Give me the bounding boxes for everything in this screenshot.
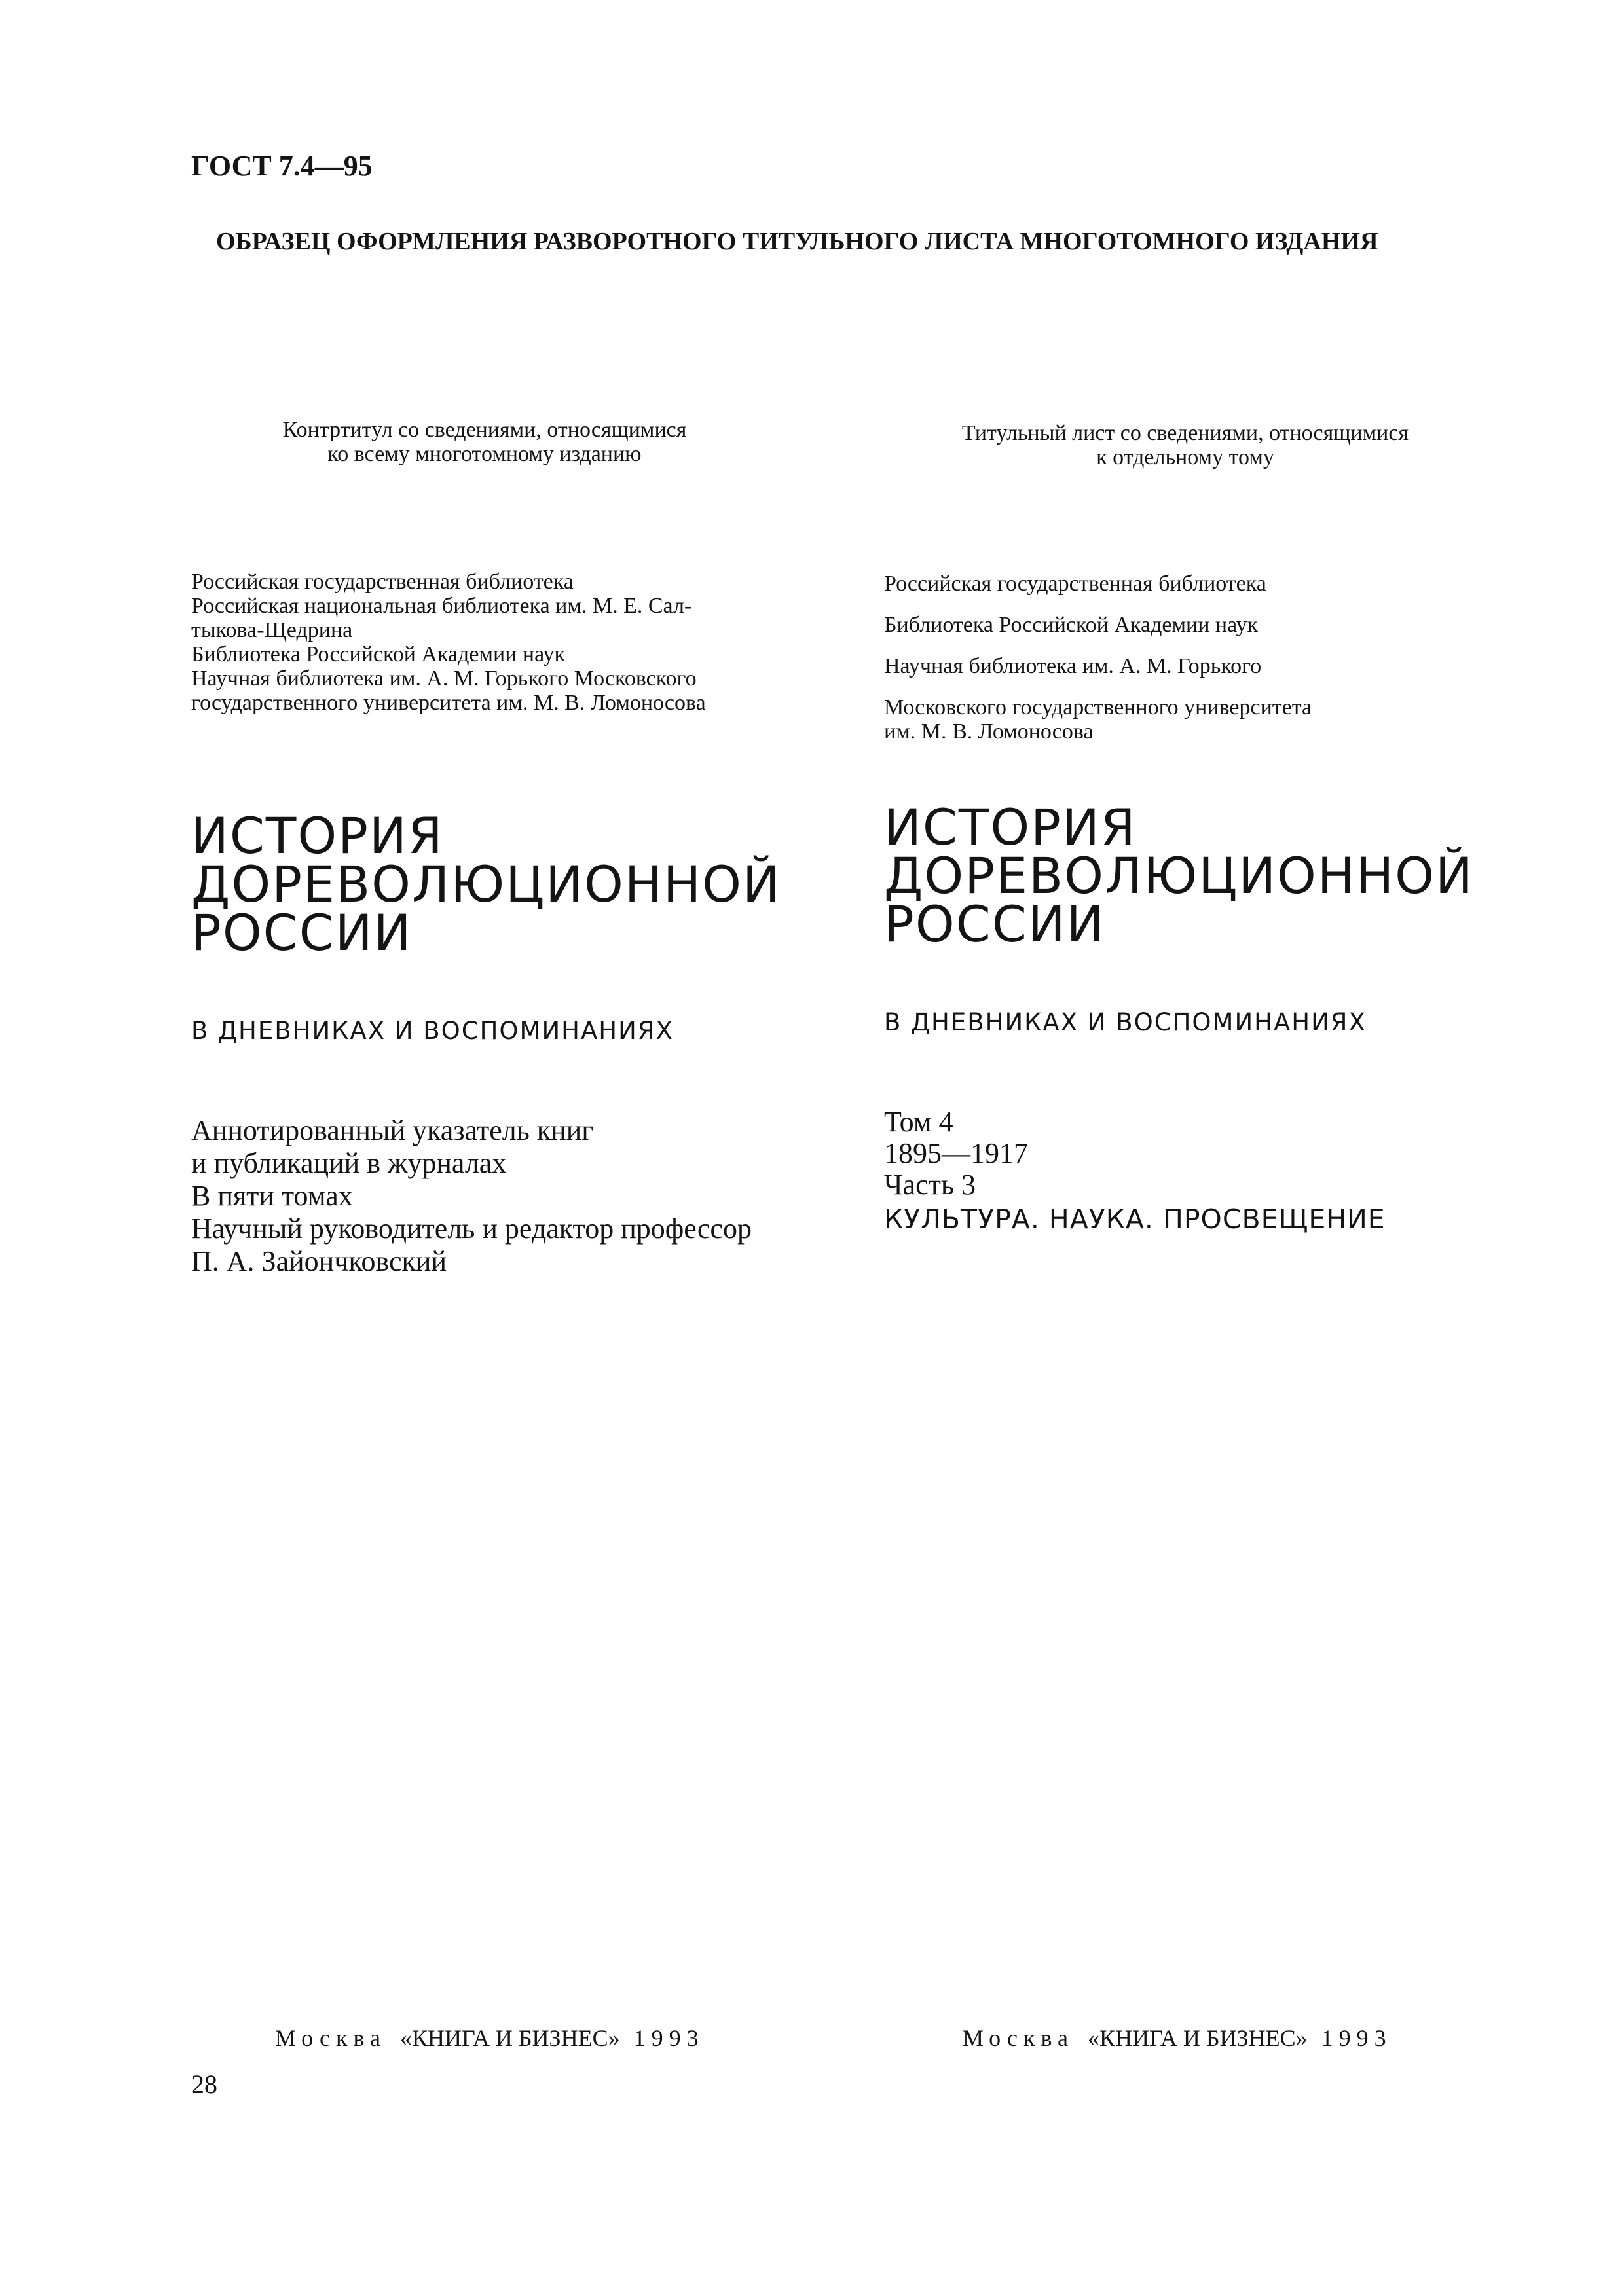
org-line: тыкова-Щедрина xyxy=(191,618,353,642)
info-line: и публикаций в журналах xyxy=(191,1147,507,1179)
left-book-title xyxy=(191,807,781,962)
standard-number: ГОСТ 7.4—95 xyxy=(191,150,373,182)
left-caption-line: ко всему многотомному изданию xyxy=(327,442,642,466)
right-caption-line: к отдельному тому xyxy=(1096,445,1274,469)
title-line: ДОРЕВОЛЮЦИОННОЙ xyxy=(884,847,1474,905)
page-heading: ОБРАЗЕЦ ОФОРМЛЕНИЯ РАЗВОРОТНОГО ТИТУЛЬНОГО ЛИСТА МНОГОТОМНОГО ИЗДАНИЯ xyxy=(216,228,1378,255)
org-line: государственного университета им. М. В. Ломоносова xyxy=(191,691,706,715)
imprint-year: 1993 xyxy=(633,2025,705,2051)
page-number: 28 xyxy=(191,2069,217,2099)
org-line: им. М. В. Ломоносова xyxy=(884,720,1094,744)
title-line: ДОРЕВОЛЮЦИОННОЙ xyxy=(191,855,781,913)
org-line: Библиотека Российской Академии наук xyxy=(191,642,566,666)
org-line: Научная библиотека им. А. М. Горького Московского xyxy=(191,666,697,691)
title-line: РОССИИ xyxy=(884,895,1105,953)
right-section-title: КУЛЬТУРА. НАУКА. ПРОСВЕЩЕНИЕ xyxy=(884,1203,1386,1235)
left-caption-line: Контртитул со сведениями, относящимися xyxy=(282,418,687,442)
left-caption xyxy=(236,418,733,466)
left-edition-info xyxy=(191,1114,752,1278)
right-caption-line: Титульный лист со сведениями, относящимися xyxy=(961,421,1409,445)
right-volume-info xyxy=(884,1106,1028,1201)
info-line: Аннотированный указатель книг xyxy=(191,1114,594,1146)
imprint-year: 1993 xyxy=(1321,2025,1392,2051)
left-organizations xyxy=(191,570,706,715)
org-line: Библиотека Российской Академии наук xyxy=(884,613,1259,637)
info-line: В пяти томах xyxy=(191,1180,353,1212)
right-caption xyxy=(917,421,1454,469)
org-line: Научная библиотека им. А. М. Горького xyxy=(884,654,1262,678)
org-line: Российская государственная библиотека xyxy=(191,570,574,594)
imprint-city: Москва xyxy=(275,2025,386,2051)
title-line: ИСТОРИЯ xyxy=(191,807,444,865)
imprint-city: Москва xyxy=(963,2025,1074,2051)
title-line: ИСТОРИЯ xyxy=(884,798,1137,856)
years-line: 1895—1917 xyxy=(884,1137,1028,1169)
right-book-title xyxy=(884,798,1474,953)
volume-line: Том 4 xyxy=(884,1106,953,1138)
org-line: Московского государственного университета xyxy=(884,695,1312,720)
right-subtitle: В ДНЕВНИКАХ И ВОСПОМИНАНИЯХ xyxy=(884,1008,1367,1036)
info-line: П. А. Зайончковский xyxy=(191,1245,447,1277)
title-line: РОССИИ xyxy=(191,903,413,962)
org-line: Российская государственная библиотека xyxy=(884,572,1266,596)
info-line: Научный руководитель и редактор профессор xyxy=(191,1212,752,1245)
imprint-publisher: «КНИГА И БИЗНЕС» xyxy=(1087,2025,1308,2051)
part-line: Часть 3 xyxy=(884,1169,976,1201)
left-imprint xyxy=(275,2024,705,2052)
right-organizations xyxy=(884,572,1312,744)
imprint-publisher: «КНИГА И БИЗНЕС» xyxy=(399,2025,620,2051)
left-subtitle: В ДНЕВНИКАХ И ВОСПОМИНАНИЯХ xyxy=(191,1017,674,1045)
org-line: Российская национальная библиотека им. М. Е. Сал- xyxy=(191,594,692,618)
right-imprint xyxy=(963,2024,1392,2052)
